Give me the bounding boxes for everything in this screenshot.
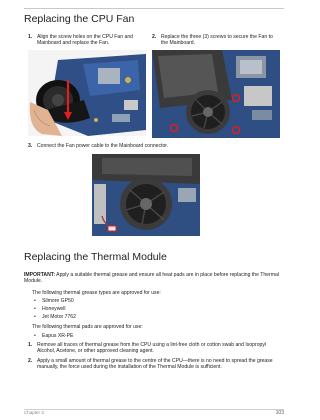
grease-type: Jet Motor 7762	[42, 314, 76, 320]
footer-rule	[24, 409, 284, 410]
step-text: Connect the Fan power cable to the Mainboard connector.	[37, 143, 169, 149]
thermal-step-2	[28, 358, 284, 372]
grease-type: Silmore GP50	[42, 298, 74, 304]
step-text: Align the screw holes on the CPU Fan and Mainboard and replace the Fan.	[37, 34, 133, 47]
section-title-cpu-fan: Replacing the CPU Fan	[24, 13, 135, 25]
footer-chapter: Chapter 3	[24, 410, 44, 415]
grease-type: Honeywell	[42, 306, 66, 312]
bullet-icon: •	[34, 314, 36, 320]
important-text: Apply a suitable thermal grease and ensure all heat pads are in place before replacing the Thermal Module.	[24, 272, 279, 285]
step-number: 1.	[28, 34, 33, 40]
bullet-icon: •	[34, 298, 36, 304]
grease-intro: The following thermal grease types are approved for use:	[32, 290, 161, 296]
step-number: 2.	[152, 34, 157, 40]
important-label: IMPORTANT:	[24, 272, 56, 278]
section-title-thermal-module: Replacing the Thermal Module	[24, 251, 167, 263]
step-text: Remove all traces of thermal grease from the CPU using a lint-free cloth or cotton swab and Isopropyl Alcohol, Acetone, or other approved cleaning agent.	[37, 342, 267, 355]
thermal-step-1	[28, 342, 284, 356]
header-rule	[24, 8, 284, 9]
important-note	[24, 272, 282, 285]
photo-fan-placement	[28, 50, 146, 136]
bullet-icon: •	[34, 333, 36, 339]
step-number: 3.	[28, 143, 33, 149]
step-number: 2.	[28, 358, 33, 364]
step-number: 1.	[28, 342, 33, 348]
pads-intro: The following thermal pads are approved for use:	[32, 324, 143, 330]
page-number: 103	[275, 410, 284, 416]
pad-type: Eapus XR-PE	[42, 333, 74, 339]
photo-fan-cable	[92, 154, 200, 236]
step-text: Replace the three (3) screws to secure the Fan to the Mainboard.	[161, 34, 273, 47]
bullet-icon: •	[34, 306, 36, 312]
step-text: Apply a small amount of thermal grease to the centre of the CPU—there is no need to spread the grease manually, the force used during the installation of the Thermal Module is sufficient.	[37, 358, 273, 371]
photo-fan-screws	[152, 50, 280, 138]
